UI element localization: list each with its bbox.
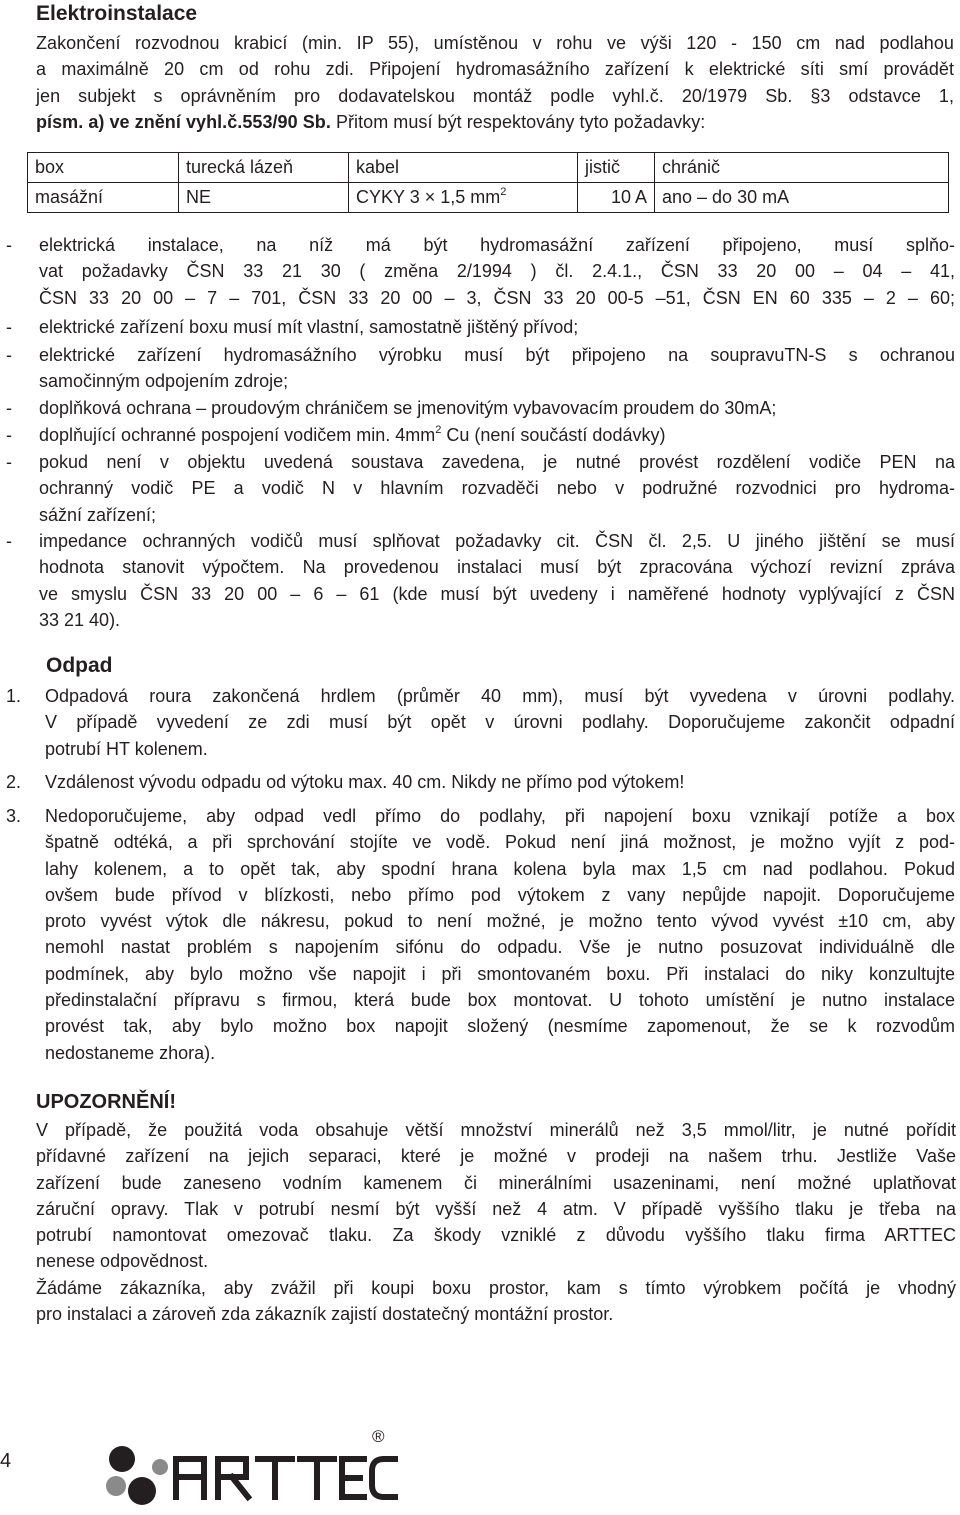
logo-letter [218,1459,248,1497]
list-bullet: - [6,398,12,418]
section-heading-elektroinstalace: Elektroinstalace [36,2,198,25]
item-text [45,683,955,762]
text-line [39,422,955,448]
text-line: předinstalační přípravu s firmou, která bude box montovat. U tohoto umístění je nutno instalace [45,990,955,1011]
text-line: ve smyslu ČSN 33 20 00 – 6 – 61 (kde musí být uvedeny i naměřené hodnoty vyplývající z ČSN [39,583,955,604]
text-line: elektrické zařízení hydromasážního výrobku musí být připojeno na soupravuTN-S s ochranou [39,345,955,365]
list-item-text [39,232,955,311]
text-line [36,109,954,135]
list-bullet: - [6,531,12,551]
item-text [45,769,955,795]
text-line: Odpadová roura zakončená hrdlem (průměr 40 mm), musí být vyvedena v úrovni podlahy. [45,686,955,706]
text-line: a maximálně 20 cm od rohu zdi. Připojení hydromasážního zařízení k elektrické síti smí provádět [36,59,954,80]
text-line: ochranný vodič PE a vodič N v hlavním rozvaděči nebo v podružné rozvodnici pro hydroma- [39,478,955,499]
item-text [45,803,955,1066]
text-line: hodnota stanovit výpočtem. Na provedenou instalaci musí být zpracována výchozí revizní zpráva [39,557,955,578]
text-line: přídavné zařízení na jejich separaci, které je možné v prodeji na našem trhu. Jestliže Vaše [36,1146,956,1167]
text-line: provést tak, aby bylo možno box napojit složený (nesmíme zapomenout, že se k rozvodům [45,1016,955,1037]
elektro-intro-paragraph [36,30,954,135]
text-line: pro instalaci a zároveň zda zákazník zajistí dostatečný montážní prostor. [36,1304,614,1325]
text-line: nedostaneme zhora). [45,1042,216,1063]
list-item-text [39,422,955,448]
text-run: doplňující ochranné pospojení vodičem min. 4mm [39,425,436,445]
text-line: podmínek, aby bylo možno vše napojit i při smontovaném boxu. Při instalaci do niky konzultujte [45,963,955,984]
text-line: potrubí namontovat omezovač tlaku. Za škody vzniklé z důvodu vyššího tlaku firma ARTTEC [36,1225,956,1246]
text-run: Přitom musí být respektovány tyto požadavky: [330,111,706,132]
page-number: 4 [0,1450,12,1472]
text-line: vat požadavky ČSN 33 21 30 ( změna 2/1994 ) čl. 2.4.1., ČSN 33 20 00 – 04 – 41, [39,261,955,282]
section-heading-upozorneni: UPOZORNĚNÍ! [36,1091,176,1113]
text-line: nemohl nastat problém s napojením sifónu do odpadu. Vše je nutno posuzovat individuálně dle [45,937,955,958]
list-item-text [39,449,955,528]
text-line: impedance ochranných vodičů musí splňovat požadavky cit. ČSN čl. 2,5. U jiného jištění se musí [39,531,955,551]
table-cell-jistic: 10 A [578,183,655,213]
logo-letter [258,1459,292,1497]
text-line: Žádáme zákazníka, aby zvážil při koupi boxu prostor, kam s tímto výrobkem počítá je vhodný [36,1277,956,1298]
text-line: doplňková ochrana – proudovým chráničem se jmenovitým vybavovacím proudem do 30mA; [39,398,777,418]
text-line: Vzdálenost vývodu odpadu od výtoku max. 40 cm. Nikdy ne přímo pod výtokem! [45,772,685,792]
superscript: 2 [500,186,507,198]
table-cell-box: masážní [28,183,179,213]
list-bullet: - [6,452,12,472]
table-header-cell: box [28,153,179,183]
logo-registered-mark: ® [372,1427,385,1446]
item-number: 2. [6,772,22,792]
text-line: zařízení bude zaneseno vodním kamenem či minerálními usazeninami, není možné uplatňovat [36,1172,956,1193]
logo-dot [152,1459,168,1475]
text-line: proto vyvést výtok dle nákresu, pokud to není možné, je možno tento vývod vyvést ±10 cm, aby [45,911,955,932]
table-cell-chranic: ano – do 30 mA [655,183,949,213]
text-line: záruční opravy. Tlak v potrubí nesmí být vyšší než 4 atm. V případě vyššího tlaku je třeba na [36,1198,956,1219]
item-number: 3. [6,806,22,826]
table-header-cell: jistič [578,153,655,183]
list-item-text [39,342,955,395]
text-line: potrubí HT kolenem. [45,738,208,759]
text-run: Cu (není součástí dodávky) [441,425,666,445]
text-line: Zakončení rozvodnou krabicí (min. IP 55), umístěnou v rohu ve výši 120 - 150 cm nad podlahou [36,33,954,53]
requirements-table [27,152,949,213]
text-line: špatně odtéká, a při sprchování stojíte ve vodě. Pokud není jiná možnost, je možno vyjít z pod- [45,832,955,853]
logo-letter [342,1459,364,1497]
arttec-logo [100,1425,400,1515]
list-bullet: - [6,317,12,337]
logo-dot [109,1446,135,1472]
list-item-text [39,314,955,340]
text-line: ovšem bude přívod v blízkosti, nebo přímo pod výtokem z vany nepůjde napojit. Doporučujeme [45,884,955,905]
text-line: sážní zařízení; [39,504,157,525]
upozorneni-paragraph [36,1117,956,1327]
text-line: jen subjekt s oprávněním pro dodavatelskou montáž podle vyhl.č. 20/1979 Sb. §3 odstavce 1, [36,85,954,106]
table-row [28,183,949,213]
list-item-text [39,528,955,633]
table-header-cell: kabel [349,153,578,183]
text-line: elektrické zařízení boxu musí mít vlastní, samostatně jištěný přívod; [39,317,579,337]
text-line: lahy kolenem, a to opět tak, aby spodní hrana kolena byla max 1,5 cm nad podlahou. Pokud [45,858,955,879]
text-line: elektrická instalace, na níž má být hydromasážní zařízení připojeno, musí splňo- [39,235,955,255]
logo-letter [372,1459,398,1497]
superscript: 2 [435,424,442,436]
list-bullet: - [6,425,12,445]
item-number: 1. [6,686,22,706]
arttec-logo-mark [100,1425,400,1510]
text-line: 33 21 40). [39,609,121,630]
text-line: ČSN 33 20 00 – 7 – 701, ČSN 33 20 00 – 3, ČSN 33 20 00-5 –51, ČSN EN 60 335 – 2 – 60; [39,287,955,308]
kabel-text: CYKY 3 × 1,5 mm [356,187,501,207]
text-line: V případě, že použitá voda obsahuje větší množství minerálů než 3,5 mmol/litr, je nutné pořídit [36,1120,956,1140]
table-cell-kabel [349,183,578,213]
table-header-row [28,153,949,183]
list-bullet: - [6,235,12,255]
table-header-cell: turecká lázeň [179,153,349,183]
logo-letter [176,1459,204,1497]
logo-dot [128,1477,156,1505]
text-line: nenese odpovědnost. [36,1251,209,1272]
logo-letter [300,1459,334,1497]
list-bullet: - [6,345,12,365]
text-line: Nedoporučujeme, aby odpad vedl přímo do podlahy, při napojení boxu vznikají potíže a box [45,806,955,826]
text-line: V případě vyvedení ze zdi musí být opět v úrovni podlahy. Doporučujeme zakončit odpadní [45,712,955,733]
table-cell-turecka: NE [179,183,349,213]
table-header-cell: chránič [655,153,949,183]
list-item-text [39,395,955,421]
text-line: samočinným odpojením zdroje; [39,371,289,392]
logo-dot [106,1476,126,1496]
text-bold: písm. a) ve znění vyhl.č.553/90 Sb. [36,111,331,132]
section-heading-odpad: Odpad [46,654,113,677]
text-line: pokud není v objektu uvedená soustava zavedena, je nutné provést rozdělení vodiče PEN na [39,452,955,472]
